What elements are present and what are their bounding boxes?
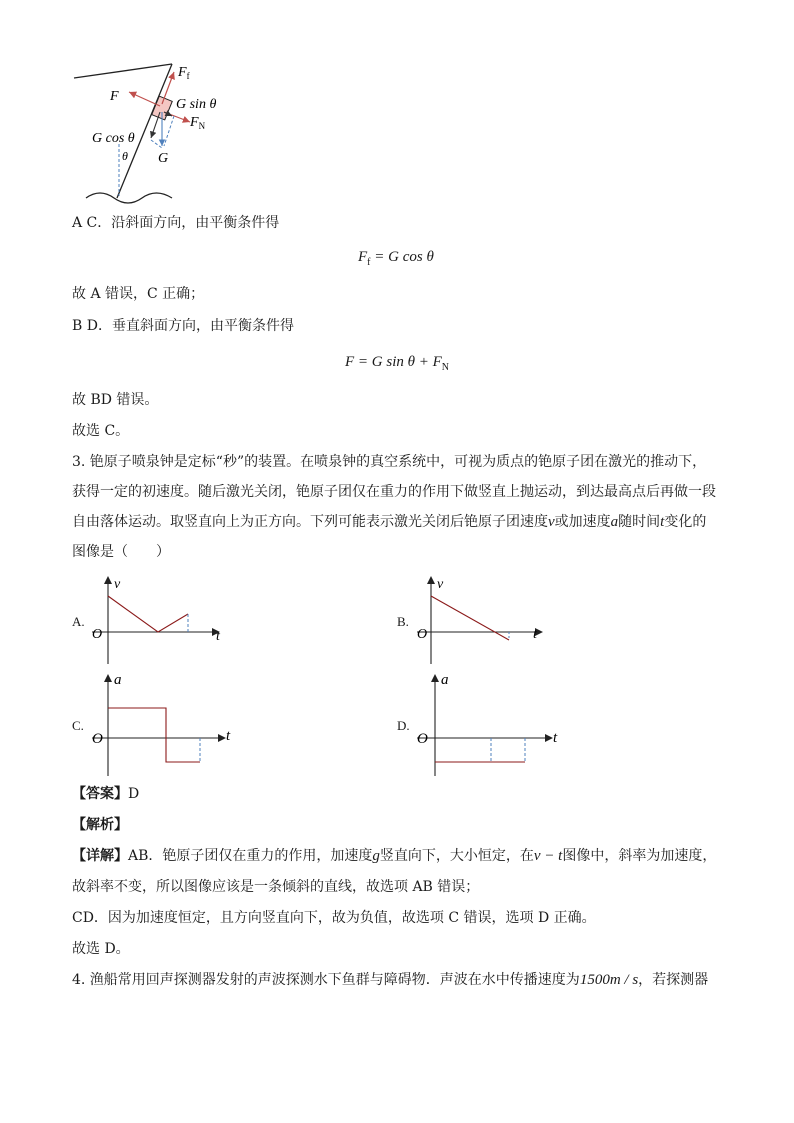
g-dashed-1	[151, 140, 162, 148]
velocity-line	[431, 596, 509, 640]
axis-a-label: a	[114, 672, 122, 688]
equation-1: $F_f = G$ cos θ	[358, 249, 434, 268]
equation-2: F = G $\sin \theta + F_N$	[345, 354, 450, 373]
axis-t-label: t	[226, 728, 231, 744]
axis-v-label: v	[114, 577, 121, 592]
origin-label: O	[417, 627, 428, 642]
origin-label: O	[92, 627, 103, 642]
incline-top-line	[74, 64, 172, 78]
fn-label: $F_N$	[190, 115, 206, 131]
g-label: G	[158, 151, 169, 166]
axis-a-label: a	[441, 672, 449, 688]
velocity-line	[108, 596, 188, 632]
axis-t-label: t	[553, 730, 558, 746]
gcos-label: G cos θ	[92, 131, 135, 146]
water-wave-icon	[86, 193, 172, 203]
accel-line	[108, 708, 200, 762]
option-c-graph	[88, 670, 248, 778]
g-dashed-2	[164, 116, 174, 146]
option-d-graph	[413, 670, 573, 778]
answer-tag: 【答案】	[72, 786, 128, 802]
answer-line	[72, 784, 139, 804]
detail-line4: 故选 D。	[72, 941, 130, 957]
origin-label: O	[92, 731, 103, 747]
axis-t-label: t	[533, 627, 537, 642]
option-b-graph	[413, 574, 563, 666]
ff-label: $F_f$	[178, 65, 190, 81]
line-bd-result: 故 BD 错误。	[72, 392, 159, 408]
q3-line3: 自由落体运动。取竖直向上为正方向。下列可能表示激光关闭后铯原子团速度v或加速度a随时间t变化的	[72, 514, 707, 530]
axis-v-label: v	[437, 577, 444, 592]
question-4-line1: 4. 渔船常用回声探测器发射的声波探测水下鱼群与障碍物．声波在水中传播速度为1500m / s，若探测器	[72, 972, 709, 988]
option-c-label: C.	[72, 718, 84, 733]
gsin-label: G sin θ	[176, 97, 217, 112]
option-a-graph	[88, 574, 238, 666]
axis-t-label: t	[216, 629, 220, 644]
f-arrow	[129, 92, 160, 106]
force-diagram	[72, 60, 252, 210]
option-a-label: A.	[72, 614, 85, 629]
theta-label: θ	[122, 149, 128, 163]
analysis-tag: 【解析】	[72, 817, 128, 833]
q3-line1: 3. 铯原子喷泉钟是定标“秒”的装置。在喷泉钟的真空系统中，可视为质点的铯原子团在激光的推动下，	[72, 454, 707, 470]
detail-line2: 故斜率不变，所以图像应该是一条倾斜的直线，故选项 AB 错误；	[72, 879, 480, 895]
q3-line2: 获得一定的初速度。随后激光关闭，铯原子团仅在重力的作用下做竖直上抛运动，到达最高点后再做一段	[72, 484, 716, 500]
line-bd: B D．垂直斜面方向，由平衡条件得	[72, 318, 294, 334]
line-ac-result: 故 A 错误，C 正确；	[72, 286, 205, 302]
detail-line3: CD．因为加速度恒定，且方向竖直向下，故为负值，故选项 C 错误，选项 D 正确。	[72, 910, 596, 926]
answer-value: D	[128, 786, 140, 802]
q3-line4: 图像是（ ）	[72, 544, 170, 560]
question-3	[72, 447, 732, 567]
origin-label: O	[417, 731, 428, 747]
f-label: F	[110, 89, 119, 104]
line-ac: A C．沿斜面方向，由平衡条件得	[72, 215, 280, 231]
detail-line1: 【详解】AB．铯原子团仅在重力的作用，加速度g竖直向下，大小恒定，在v − t图像中，斜率为加速度，	[72, 848, 717, 864]
option-b-label: B.	[397, 614, 409, 629]
line-choose-c: 故选 C。	[72, 423, 130, 439]
option-d-label: D.	[397, 718, 410, 733]
